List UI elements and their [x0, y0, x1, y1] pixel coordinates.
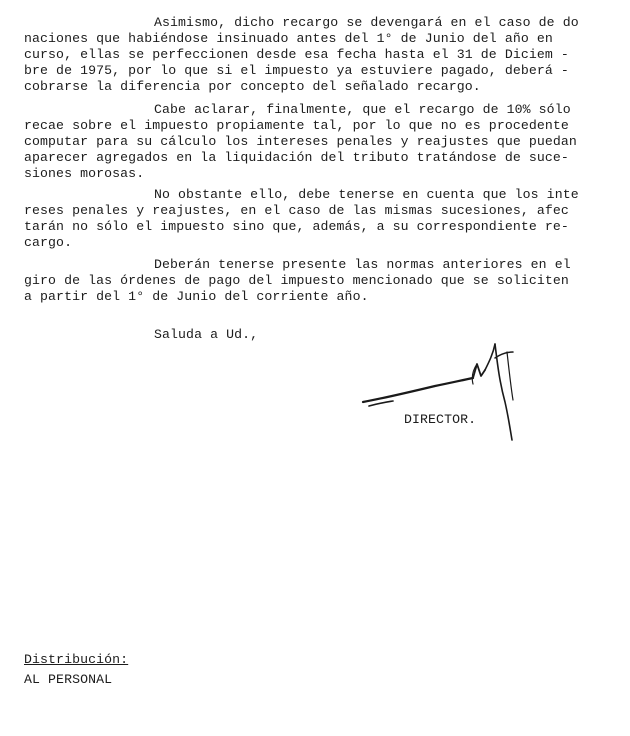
paragraph-1-line-5: cobrarse la diferencia por concepto del señalado recargo.: [24, 79, 481, 94]
distribution-value: AL PERSONAL: [24, 672, 113, 687]
paragraph-3-line-1: No obstante ello, debe tenerse en cuenta que los inte: [154, 187, 579, 202]
paragraph-1-line-1: Asimismo, dicho recargo se devengará en el caso de do: [154, 15, 579, 30]
paragraph-2-line-1: Cabe aclarar, finalmente, que el recargo de 10% sólo: [154, 102, 571, 117]
paragraph-3-line-4: cargo.: [24, 235, 73, 250]
paragraph-3-line-3: tarán no sólo el impuesto sino que, además, a su correspondiente re-: [24, 219, 569, 234]
paragraph-4-line-1: Deberán tenerse presente las normas anteriores en el: [154, 257, 571, 272]
paragraph-2-line-3: computar para su cálculo los intereses penales y reajustes que puedan: [24, 134, 577, 149]
paragraph-1-line-2: naciones que habiéndose insinuado antes del 1° de Junio del año en: [24, 31, 553, 46]
paragraph-2-line-4: aparecer agregados en la liquidación del tributo tratándose de suce-: [24, 150, 569, 165]
paragraph-1-line-3: curso, ellas se perfeccionen desde esa fecha hasta el 31 de Diciem -: [24, 47, 569, 62]
closing-salutation: Saluda a Ud.,: [154, 327, 259, 342]
handwritten-signature: [355, 340, 525, 445]
paragraph-2-line-5: siones morosas.: [24, 166, 145, 181]
paragraph-2-line-2: recae sobre el impuesto propiamente tal, por lo que no es procedente: [24, 118, 569, 133]
paragraph-1-line-4: bre de 1975, por lo que si el impuesto ya estuviere pagado, deberá -: [24, 63, 569, 78]
signer-title: DIRECTOR.: [404, 412, 477, 427]
paragraph-4-line-3: a partir del 1° de Junio del corriente año.: [24, 289, 369, 304]
paragraph-4-line-2: giro de las órdenes de pago del impuesto mencionado que se soliciten: [24, 273, 569, 288]
distribution-label: Distribución:: [24, 652, 129, 667]
paragraph-3-line-2: reses penales y reajustes, en el caso de las mismas sucesiones, afec: [24, 203, 569, 218]
